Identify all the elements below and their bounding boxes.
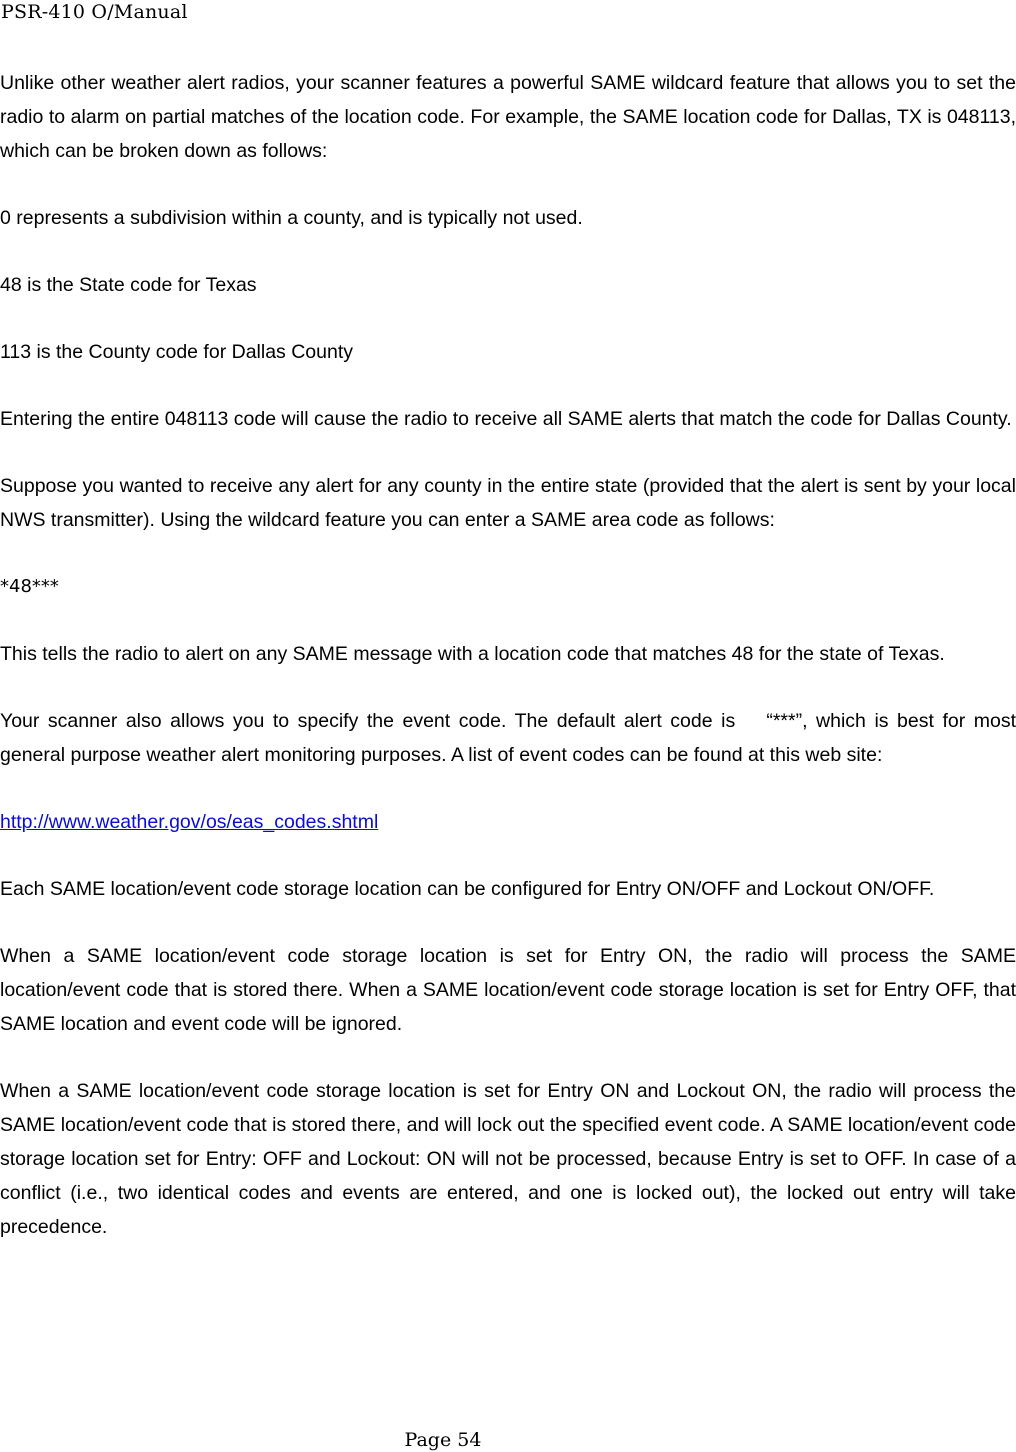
paragraph-state-code: 48 is the State code for Texas (0, 274, 257, 296)
event-codes-link[interactable]: http://www.weather.gov/os/eas_codes.shtml (0, 811, 379, 833)
document-body (0, 66, 1016, 1244)
page-number: Page 54 (404, 1429, 482, 1451)
paragraph-wildcard-intro: Suppose you wanted to receive any alert for any county in the entire state (provided that the alert is sent by your local NWS transmitter). Using the wildcard feature you can enter a SAME area code as follows: (0, 475, 1016, 531)
paragraph-wildcard-explain: This tells the radio to alert on any SAME message with a location code that matches 48 for the state of Texas. (0, 643, 945, 665)
paragraph-subdivision: 0 represents a subdivision within a county, and is typically not used. (0, 207, 583, 229)
paragraph-entire-code: Entering the entire 048113 code will cause the radio to receive all SAME alerts that match the code for Dallas County. (0, 408, 1012, 430)
event-codes-link-paragraph (0, 805, 1016, 839)
wildcard-code-example: *48*** (0, 576, 59, 597)
paragraph-entry-on: When a SAME location/event code storage location is set for Entry ON, the radio will process the SAME location/event code that is stored there. When a SAME location/event code storage location is set for Entry OFF, that SAME location and event code will be ignored. (0, 945, 1016, 1035)
paragraph-entry-lockout: Each SAME location/event code storage location can be configured for Entry ON/OFF and Lockout ON/OFF. (0, 878, 935, 900)
paragraph-event-code: Your scanner also allows you to specify the event code. The default alert code is “***”, which is best for most general purpose weather alert monitoring purposes. A list of event codes can be found at this web site: (0, 710, 1016, 766)
document-header: PSR-410 O/Manual (1, 1, 188, 23)
paragraph-lockout-on: When a SAME location/event code storage location is set for Entry ON and Lockout ON, the radio will process the SAME location/event code that is stored there, and will lock out the specified event code. A SAME location/event code storage location set for Entry: OFF and Lockout: ON will not be processed, because Entry is set to OFF. In case of a conflict (i.e., two identical codes and events are entered, and one is locked out), the locked out entry will take precedence. (0, 1080, 1016, 1238)
paragraph-county-code: 113 is the County code for Dallas County (0, 341, 353, 363)
paragraph-intro: Unlike other weather alert radios, your scanner features a powerful SAME wildcard feature that allows you to set the radio to alarm on partial matches of the location code. For example, the SAME location code for Dallas, TX is 048113, which can be broken down as follows: (0, 72, 1016, 162)
